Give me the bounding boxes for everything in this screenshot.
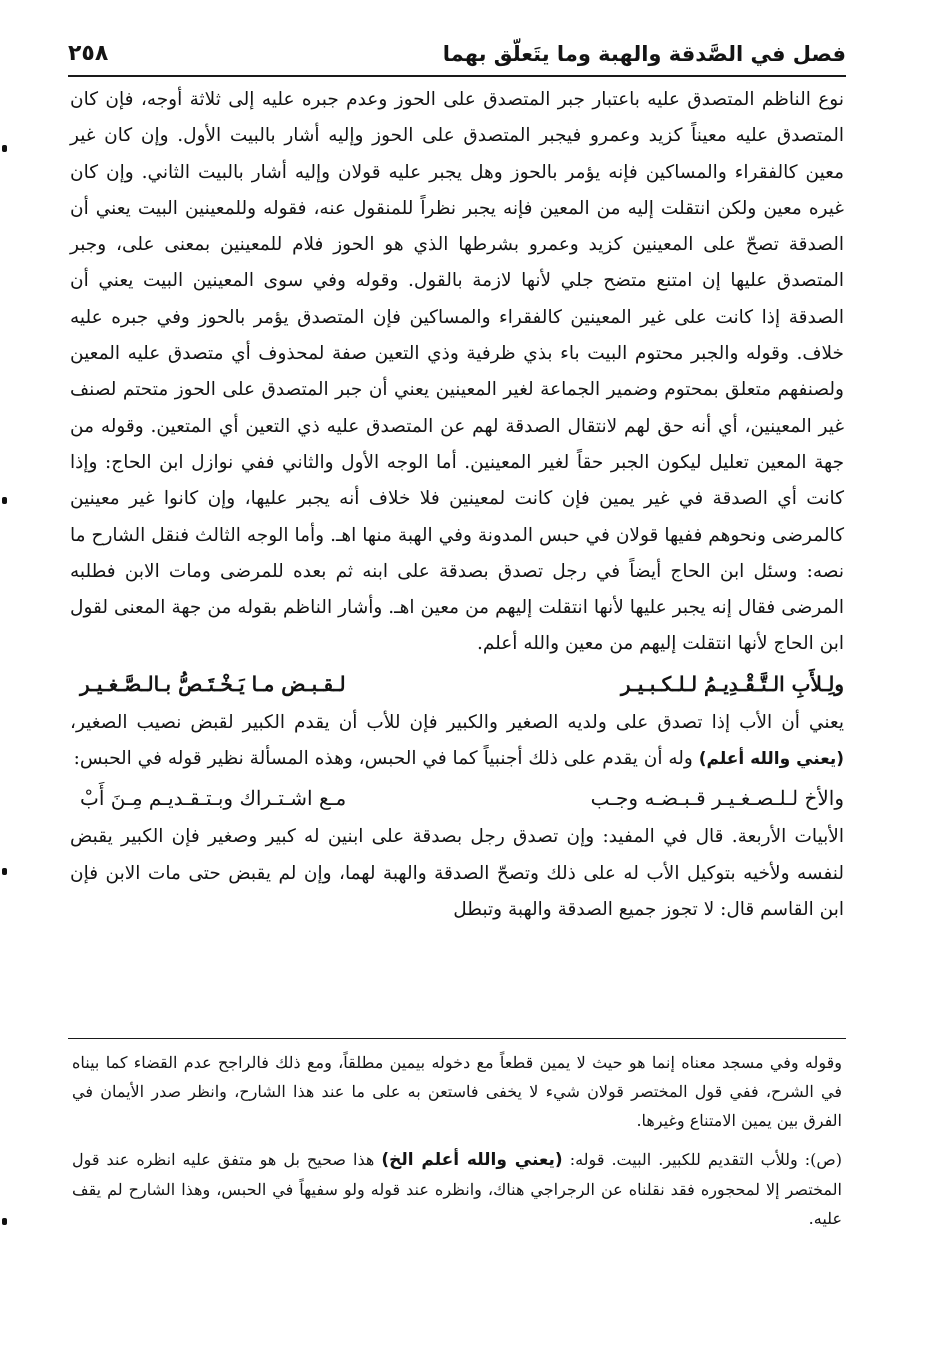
footnote-text: هذا صحيح بل هو متفق عليه انظره عند قول المختصر إلا لمحجوره فقد نقلناه عن الرجراجي هناك، وانظره عند قوله ولو سفيهاً في الحبس، وهذا الشارح لم يقف عليه. [72, 1150, 842, 1228]
paragraph-text: يعني أن الأب إذا تصدق على ولديه الصغير والكبير فإن للأب أن يقدم الكبير لقبض نصيب الصغير، [70, 711, 844, 733]
paragraph: الأبيات الأربعة. قال في المفيد: وإن تصدق رجل بصدقة على ابنين له كبير وصغير فإن الكبير يقبض لنفسه ولأخيه بتوكيل الأب له على ذلك وتصحّ الصدقة والهبة لهما، وإن لم يقبض حتى مات الابن فإن ابن القاسم قال: لا تجوز جميع الصدقة والهبة وتبطل [70, 826, 844, 920]
main-text [70, 82, 844, 928]
verse-second-hemistich: مـع اشـتـراك وبـتـقـديـم مِـنَ أَبْ [80, 786, 347, 811]
verse-line [70, 663, 844, 705]
footnote [72, 1145, 842, 1233]
verse-second-hemistich: لـقـبـض مـا يَـخْـتَـصُّ بـالـصَّـغـيـر [80, 671, 346, 696]
bold-phrase: (يعني والله أعلم) [698, 749, 844, 770]
verse-first-hemistich: والأخ لـلـصـغـيـر قـبـضـه وجـب [590, 786, 844, 811]
header-divider [68, 75, 846, 77]
paragraph [70, 705, 844, 778]
margin-mark [2, 868, 7, 875]
margin-mark [2, 497, 7, 504]
page-header [68, 34, 846, 74]
page-number: ٢٥٨ [68, 41, 109, 66]
footnotes [72, 1048, 842, 1243]
margin-mark [2, 145, 7, 152]
paragraph-text: وله أن يقدم على ذلك أجنبياً كما في الحبس، وهذه المسألة نظير قوله في الحبس: [73, 748, 693, 770]
footnote: وقوله وفي مسجد معناه إنما هو حيث لا يمين قطعاً مع دخوله بيمين مطلقاً، ومع ذلك فالراجح عدم القضاء كما بيناه في الشرح، ففي قول المختصر قولان شيء لا يخفى فاستعن به على ما عند هذا الشارح، وانظر صدر الأيمان في الفرق بين يمين الامتناع وغيرها. [72, 1053, 842, 1130]
footnote-divider [68, 1038, 846, 1039]
verse-line [70, 777, 844, 819]
paragraph: نوع الناظم المتصدق عليه باعتبار جبر المتصدق على الحوز وعدم جبره عليه إلى ثلاثة أوجه، فإن كان المتصدق عليه معيناً كزيد وعمرو فيجبر المتصدق على الحوز وإليه أشار بالبيت الأول. وإن كان غير معين كالفقراء والمساكين فإنه يؤمر بالحوز وهل يجبر عليه قولان وإليه أشار بالبيت الثاني. وإن كان غيره معين ولكن انتقلت إليه من المعين فإنه يجبر نظراً للمنقول عنه، فقوله وللمعينين البيت يعني أن الصدقة تصحّ على المعينين كزيد وعمرو بشرطها الذي هو الحوز فلام للمعينين بمعنى على، وجبر المتصدق عليها إن امتنع متضح جلي لأنها لازمة بالقول. وقوله وفي سوى المعينين البيت يعني أن الصدقة إذا كانت على غير المعينين كالفقراء والمساكين فإن المتصدق يؤمر بالحوز وفي جبره عليه خلاف. وقوله والجبر محتوم البيت باء بذي ظرفية وذي التعين صفة لمحذوف أي متصدق عليه المعين ولصنفهم متعلق بمحتوم وضمير الجماعة لغير المعينين يعني أن جبر المتصدق على الحوز متحتم لصنف غير المعينين، أي أنه حق لهم لانتقال الصدقة لهم عن المتصدق عليه ذي التعين أي المتعين. وقوله من جهة المعين تعليل ليكون الجبر حقاً لغير المعينين. أما الوجه الأول والثاني ففي نوازل ابن الحاج: وإذا كانت أي الصدقة في غير يمين فإن كانت لمعينين فلا خلاف أنه يجبر عليها، وإن كانوا غير معينين كالمرضى ونحوهم ففيها قولان في حبس المدونة وفي الهبة منها اهـ. وأما الوجه الثالث فنقل الشارح ما نصه: وسئل ابن الحاج أيضاً في رجل تصدق بصدقة على ابنه ثم بعده للمرضى ومات الابن فطلبه المرضى فقال إنه يجبر عليها لأنها انتقلت إليهم من معين اهـ. وأشار الناظم بقوله من جهة المعنى لقول ابن الحاج لأنها انتقلت إليهم من معين والله أعلم. [70, 89, 845, 655]
bold-phrase: (يعني والله أعلم الخ) [381, 1150, 563, 1170]
chapter-title: فصل في الصَّدقة والهبة وما يتَعلّق بهما [442, 42, 846, 66]
footnote-text: (ص): وللأب التقديم للكبير. البيت. قوله: [569, 1150, 843, 1169]
margin-mark [2, 1218, 7, 1225]
verse-first-hemistich: ولِـلأَبِ الـتَّـقْـدِيـمُ لـلـكـبـيـر [620, 671, 844, 696]
